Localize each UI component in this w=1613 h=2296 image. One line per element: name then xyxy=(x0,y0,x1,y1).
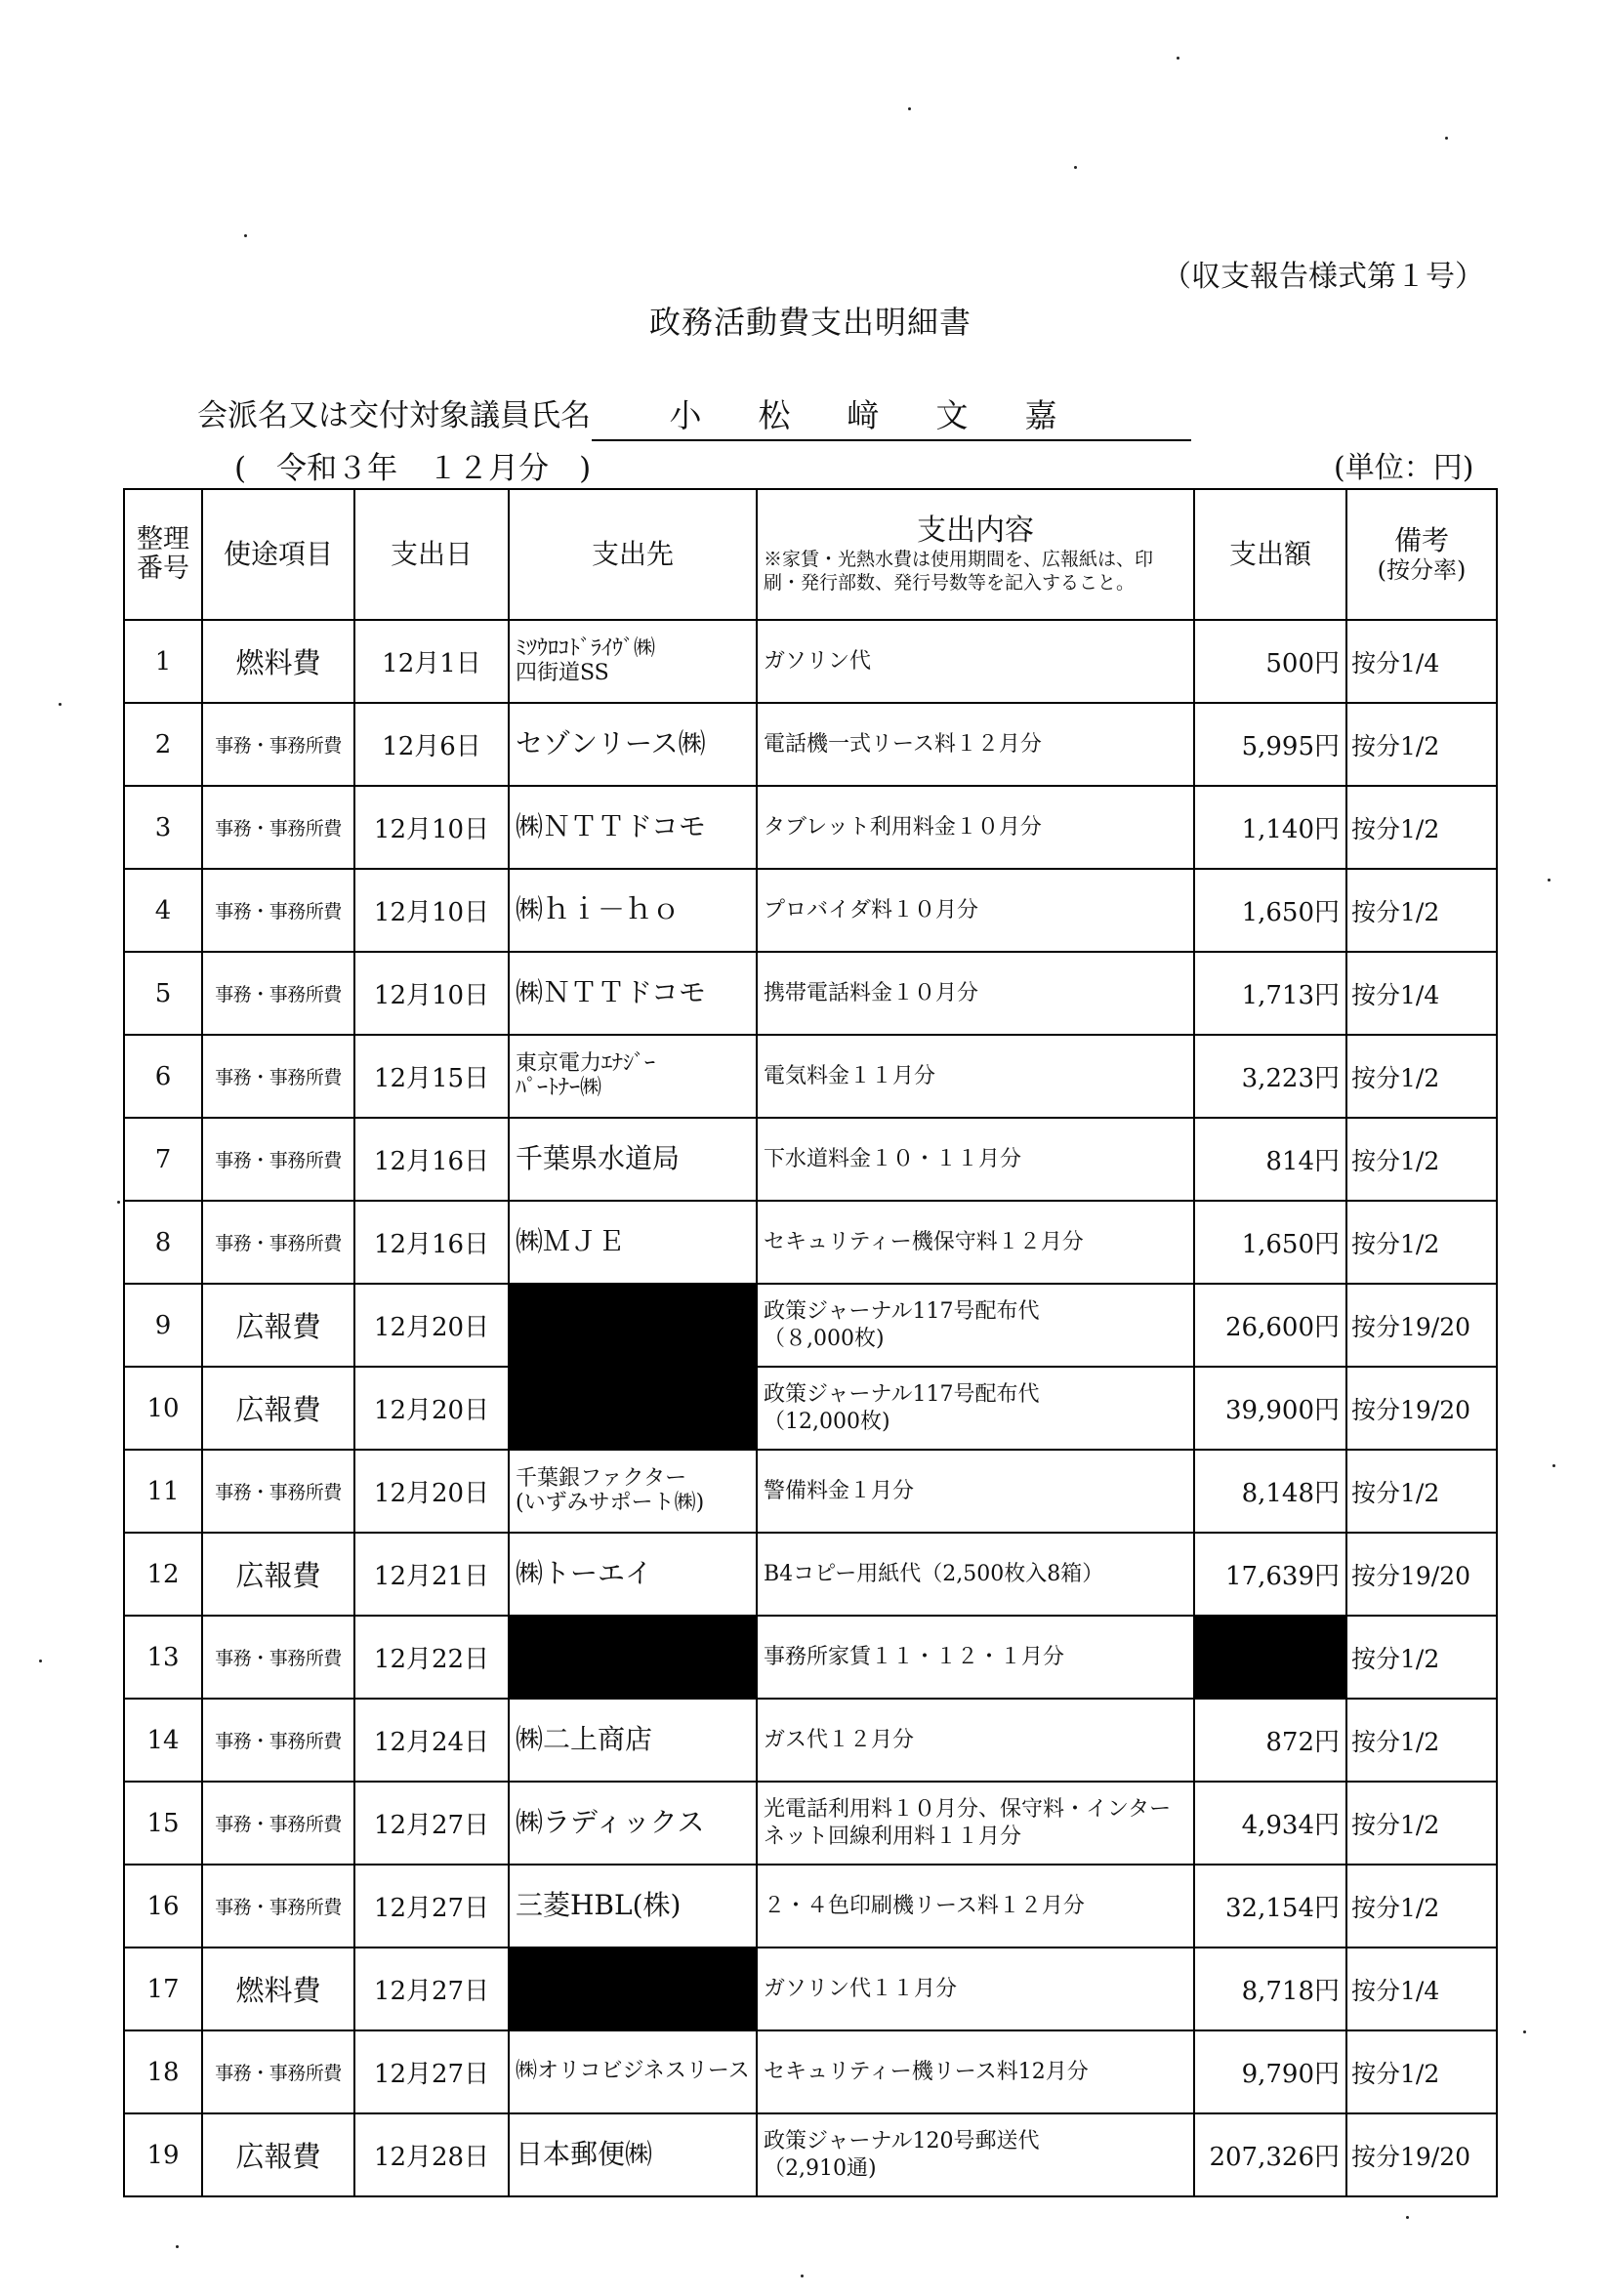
category-cell: 事務・事務所費 xyxy=(202,1035,354,1118)
header-payee: 支出先 xyxy=(509,489,757,620)
remark-cell: 按分1/2 xyxy=(1346,1782,1497,1865)
remark-cell: 按分1/2 xyxy=(1346,1118,1497,1201)
description-cell: プロバイダ料１０月分 xyxy=(757,869,1194,952)
date-cell: 12月10日 xyxy=(354,952,509,1035)
table-row xyxy=(124,1284,1497,1367)
description-cell: セキュリティー機保守料１２月分 xyxy=(757,1201,1194,1284)
row-number: 17 xyxy=(124,1948,202,2030)
payee-cell: ㈱二上商店 xyxy=(509,1699,757,1782)
row-number: 16 xyxy=(124,1865,202,1948)
date-cell: 12月27日 xyxy=(354,1948,509,2030)
table-row xyxy=(124,786,1497,869)
date-cell: 12月21日 xyxy=(354,1533,509,1616)
scan-speck xyxy=(59,703,62,706)
amount-cell: 1,650円 xyxy=(1194,1201,1346,1284)
name-label: 会派名又は交付対象議員氏名 xyxy=(197,398,591,433)
table-row xyxy=(124,1367,1497,1450)
description-cell: ２・４色印刷機リース料１２月分 xyxy=(757,1865,1194,1948)
table-row xyxy=(124,1865,1497,1948)
category-cell: 事務・事務所費 xyxy=(202,1782,354,1865)
category-cell: 事務・事務所費 xyxy=(202,1450,354,1533)
payee-cell: 東京電力ｴﾅｼﾞｰ ﾊﾟｰﾄﾅｰ㈱ xyxy=(509,1035,757,1118)
category-cell: 事務・事務所費 xyxy=(202,1118,354,1201)
payee-redacted xyxy=(509,1948,757,2030)
payee-cell: 日本郵便㈱ xyxy=(509,2113,757,2196)
amount-cell: 1,140円 xyxy=(1194,786,1346,869)
header-remark-main: 備考 xyxy=(1393,523,1449,556)
remark-cell: 按分19/20 xyxy=(1346,1284,1497,1367)
payee-cell: ㈱ＮＴＴドコモ xyxy=(509,952,757,1035)
remark-cell: 按分1/2 xyxy=(1346,1699,1497,1782)
table-row xyxy=(124,1118,1497,1201)
remark-cell: 按分1/2 xyxy=(1346,2030,1497,2113)
category-cell: 事務・事務所費 xyxy=(202,1616,354,1699)
table-row xyxy=(124,952,1497,1035)
date-cell: 12月24日 xyxy=(354,1699,509,1782)
description-cell: 政策ジャーナル117号配布代 （８,000枚) xyxy=(757,1284,1194,1367)
table-row xyxy=(124,1450,1497,1533)
row-number: 12 xyxy=(124,1533,202,1616)
payee-cell: ㈱オリコビジネスリース xyxy=(509,2030,757,2113)
unit-label: (単位：円) xyxy=(1334,451,1474,485)
description-cell: ガス代１２月分 xyxy=(757,1699,1194,1782)
date-cell: 12月27日 xyxy=(354,2030,509,2113)
table-row xyxy=(124,1533,1497,1616)
description-cell: 電話機一式リース料１２月分 xyxy=(757,703,1194,786)
row-number: 19 xyxy=(124,2113,202,2196)
remark-cell: 按分1/2 xyxy=(1346,1450,1497,1533)
category-cell: 燃料費 xyxy=(202,1948,354,2030)
table-row xyxy=(124,1948,1497,2030)
remark-cell: 按分1/2 xyxy=(1346,869,1497,952)
header-category: 使途項目 xyxy=(202,489,354,620)
payee-cell: ﾐﾂｳﾛｺﾄﾞﾗｲｳﾞ㈱ 四街道SS xyxy=(509,620,757,703)
amount-cell: 4,934円 xyxy=(1194,1782,1346,1865)
payee-cell: ㈱トーエイ xyxy=(509,1533,757,1616)
date-cell: 12月10日 xyxy=(354,786,509,869)
amount-cell: 26,600円 xyxy=(1194,1284,1346,1367)
description-cell: 下水道料金１０・１１月分 xyxy=(757,1118,1194,1201)
amount-cell: 39,900円 xyxy=(1194,1367,1346,1450)
table-row xyxy=(124,1201,1497,1284)
table-header-row xyxy=(124,489,1497,620)
date-cell: 12月22日 xyxy=(354,1616,509,1699)
description-cell: 携帯電話料金１０月分 xyxy=(757,952,1194,1035)
row-number: 14 xyxy=(124,1699,202,1782)
row-number: 11 xyxy=(124,1450,202,1533)
date-cell: 12月1日 xyxy=(354,620,509,703)
scan-speck xyxy=(801,2275,804,2277)
category-cell: 広報費 xyxy=(202,1533,354,1616)
date-cell: 12月27日 xyxy=(354,1782,509,1865)
remark-cell: 按分1/4 xyxy=(1346,1948,1497,2030)
date-cell: 12月15日 xyxy=(354,1035,509,1118)
remark-cell: 按分1/2 xyxy=(1346,1865,1497,1948)
table-row xyxy=(124,1616,1497,1699)
expense-table xyxy=(123,488,1498,2197)
payee-cell: ㈱ＮＴＴドコモ xyxy=(509,786,757,869)
category-cell: 事務・事務所費 xyxy=(202,2030,354,2113)
category-cell: 事務・事務所費 xyxy=(202,1699,354,1782)
table-row xyxy=(124,1782,1497,1865)
description-cell: 警備料金１月分 xyxy=(757,1450,1194,1533)
amount-cell: 500円 xyxy=(1194,620,1346,703)
table-row xyxy=(124,1035,1497,1118)
description-cell: 政策ジャーナル117号配布代 （12,000枚) xyxy=(757,1367,1194,1450)
payee-cell: ㈱ＭＪＥ xyxy=(509,1201,757,1284)
row-number: 8 xyxy=(124,1201,202,1284)
amount-cell: 5,995円 xyxy=(1194,703,1346,786)
amount-cell: 1,650円 xyxy=(1194,869,1346,952)
category-cell: 事務・事務所費 xyxy=(202,786,354,869)
table-row xyxy=(124,1699,1497,1782)
header-date: 支出日 xyxy=(354,489,509,620)
row-number: 7 xyxy=(124,1118,202,1201)
name-value: 小松﨑文嘉 xyxy=(592,390,1191,441)
remark-cell: 按分1/2 xyxy=(1346,1616,1497,1699)
scan-speck xyxy=(1523,2030,1526,2033)
row-number: 5 xyxy=(124,952,202,1035)
scan-speck xyxy=(117,1201,120,1204)
row-number: 18 xyxy=(124,2030,202,2113)
header-remark-sub: (按分率) xyxy=(1377,556,1467,585)
description-cell: B4コピー用紙代（2,500枚入8箱） xyxy=(757,1533,1194,1616)
date-cell: 12月20日 xyxy=(354,1367,509,1450)
remark-cell: 按分1/2 xyxy=(1346,1201,1497,1284)
document-title: 政務活動費支出明細書 xyxy=(649,304,972,341)
scan-speck xyxy=(1552,1464,1555,1467)
remark-cell: 按分1/4 xyxy=(1346,620,1497,703)
remark-cell: 按分1/2 xyxy=(1346,703,1497,786)
category-cell: 広報費 xyxy=(202,2113,354,2196)
header-content-main: 支出内容 xyxy=(917,513,1034,549)
payee-redacted xyxy=(509,1616,757,1699)
amount-cell: 9,790円 xyxy=(1194,2030,1346,2113)
description-cell: 事務所家賃１１・１２・１月分 xyxy=(757,1616,1194,1699)
date-cell: 12月28日 xyxy=(354,2113,509,2196)
remark-cell: 按分1/2 xyxy=(1346,1035,1497,1118)
amount-cell: 1,713円 xyxy=(1194,952,1346,1035)
row-number: 4 xyxy=(124,869,202,952)
row-number: 10 xyxy=(124,1367,202,1450)
amount-cell: 3,223円 xyxy=(1194,1035,1346,1118)
scan-speck xyxy=(1445,137,1448,140)
date-cell: 12月27日 xyxy=(354,1865,509,1948)
payee-cell: セゾンリース㈱ xyxy=(509,703,757,786)
row-number: 6 xyxy=(124,1035,202,1118)
table-row xyxy=(124,703,1497,786)
description-cell: ガソリン代 xyxy=(757,620,1194,703)
category-cell: 燃料費 xyxy=(202,620,354,703)
amount-redacted xyxy=(1194,1616,1346,1699)
remark-cell: 按分19/20 xyxy=(1346,1367,1497,1450)
remark-cell: 按分19/20 xyxy=(1346,1533,1497,1616)
description-cell: 光電話利用料１０月分、保守料・インターネット回線利用料１１月分 xyxy=(757,1782,1194,1865)
date-cell: 12月16日 xyxy=(354,1118,509,1201)
amount-cell: 207,326円 xyxy=(1194,2113,1346,2196)
payee-cell: ㈱ラディックス xyxy=(509,1782,757,1865)
remark-cell: 按分19/20 xyxy=(1346,2113,1497,2196)
payee-cell: 三菱HBL(株) xyxy=(509,1865,757,1948)
payee-redacted xyxy=(509,1367,757,1450)
category-cell: 事務・事務所費 xyxy=(202,1865,354,1948)
category-cell: 事務・事務所費 xyxy=(202,703,354,786)
amount-cell: 17,639円 xyxy=(1194,1533,1346,1616)
header-amount: 支出額 xyxy=(1194,489,1346,620)
header-content xyxy=(757,489,1194,620)
scan-speck xyxy=(1074,166,1077,169)
scan-speck xyxy=(244,234,247,237)
header-content-note: ※家賃・光熱水費は使用期間を、広報紙は、印刷・発行部数、発行号数等を記入すること。 xyxy=(764,549,1154,594)
amount-cell: 8,148円 xyxy=(1194,1450,1346,1533)
amount-cell: 32,154円 xyxy=(1194,1865,1346,1948)
date-cell: 12月20日 xyxy=(354,1450,509,1533)
amount-cell: 814円 xyxy=(1194,1118,1346,1201)
scan-speck xyxy=(39,1660,42,1662)
table-row xyxy=(124,2113,1497,2196)
description-cell: 電気料金１１月分 xyxy=(757,1035,1194,1118)
remark-cell: 按分1/2 xyxy=(1346,786,1497,869)
date-cell: 12月20日 xyxy=(354,1284,509,1367)
scan-speck xyxy=(1548,879,1551,882)
row-number: 3 xyxy=(124,786,202,869)
table-row xyxy=(124,620,1497,703)
table-row xyxy=(124,2030,1497,2113)
payee-cell: 千葉銀ファクター (いずみサポート㈱) xyxy=(509,1450,757,1533)
category-cell: 広報費 xyxy=(202,1367,354,1450)
amount-cell: 8,718円 xyxy=(1194,1948,1346,2030)
scan-speck xyxy=(1177,57,1179,60)
header-no: 整理番号 xyxy=(124,489,202,620)
description-cell: 政策ジャーナル120号郵送代 （2,910通) xyxy=(757,2113,1194,2196)
period-label: ( 令和３年 １２月分 ) xyxy=(234,451,592,486)
row-number: 2 xyxy=(124,703,202,786)
scan-speck xyxy=(1406,2216,1409,2219)
form-number: （収支報告様式第１号） xyxy=(1162,260,1484,294)
remark-cell: 按分1/4 xyxy=(1346,952,1497,1035)
category-cell: 事務・事務所費 xyxy=(202,952,354,1035)
amount-cell: 872円 xyxy=(1194,1699,1346,1782)
row-number: 9 xyxy=(124,1284,202,1367)
date-cell: 12月6日 xyxy=(354,703,509,786)
row-number: 13 xyxy=(124,1616,202,1699)
row-number: 15 xyxy=(124,1782,202,1865)
category-cell: 事務・事務所費 xyxy=(202,1201,354,1284)
category-cell: 事務・事務所費 xyxy=(202,869,354,952)
category-cell: 広報費 xyxy=(202,1284,354,1367)
header-remark xyxy=(1346,489,1497,620)
date-cell: 12月10日 xyxy=(354,869,509,952)
payee-cell: 千葉県水道局 xyxy=(509,1118,757,1201)
table-row xyxy=(124,869,1497,952)
row-number: 1 xyxy=(124,620,202,703)
description-cell: セキュリティー機リース料12月分 xyxy=(757,2030,1194,2113)
scan-speck xyxy=(908,107,911,110)
description-cell: ガソリン代１１月分 xyxy=(757,1948,1194,2030)
table-body xyxy=(124,620,1497,2196)
scan-speck xyxy=(176,2245,179,2248)
payee-redacted xyxy=(509,1284,757,1367)
date-cell: 12月16日 xyxy=(354,1201,509,1284)
description-cell: タブレット利用料金１０月分 xyxy=(757,786,1194,869)
payee-cell: ㈱ｈｉ－ｈｏ xyxy=(509,869,757,952)
